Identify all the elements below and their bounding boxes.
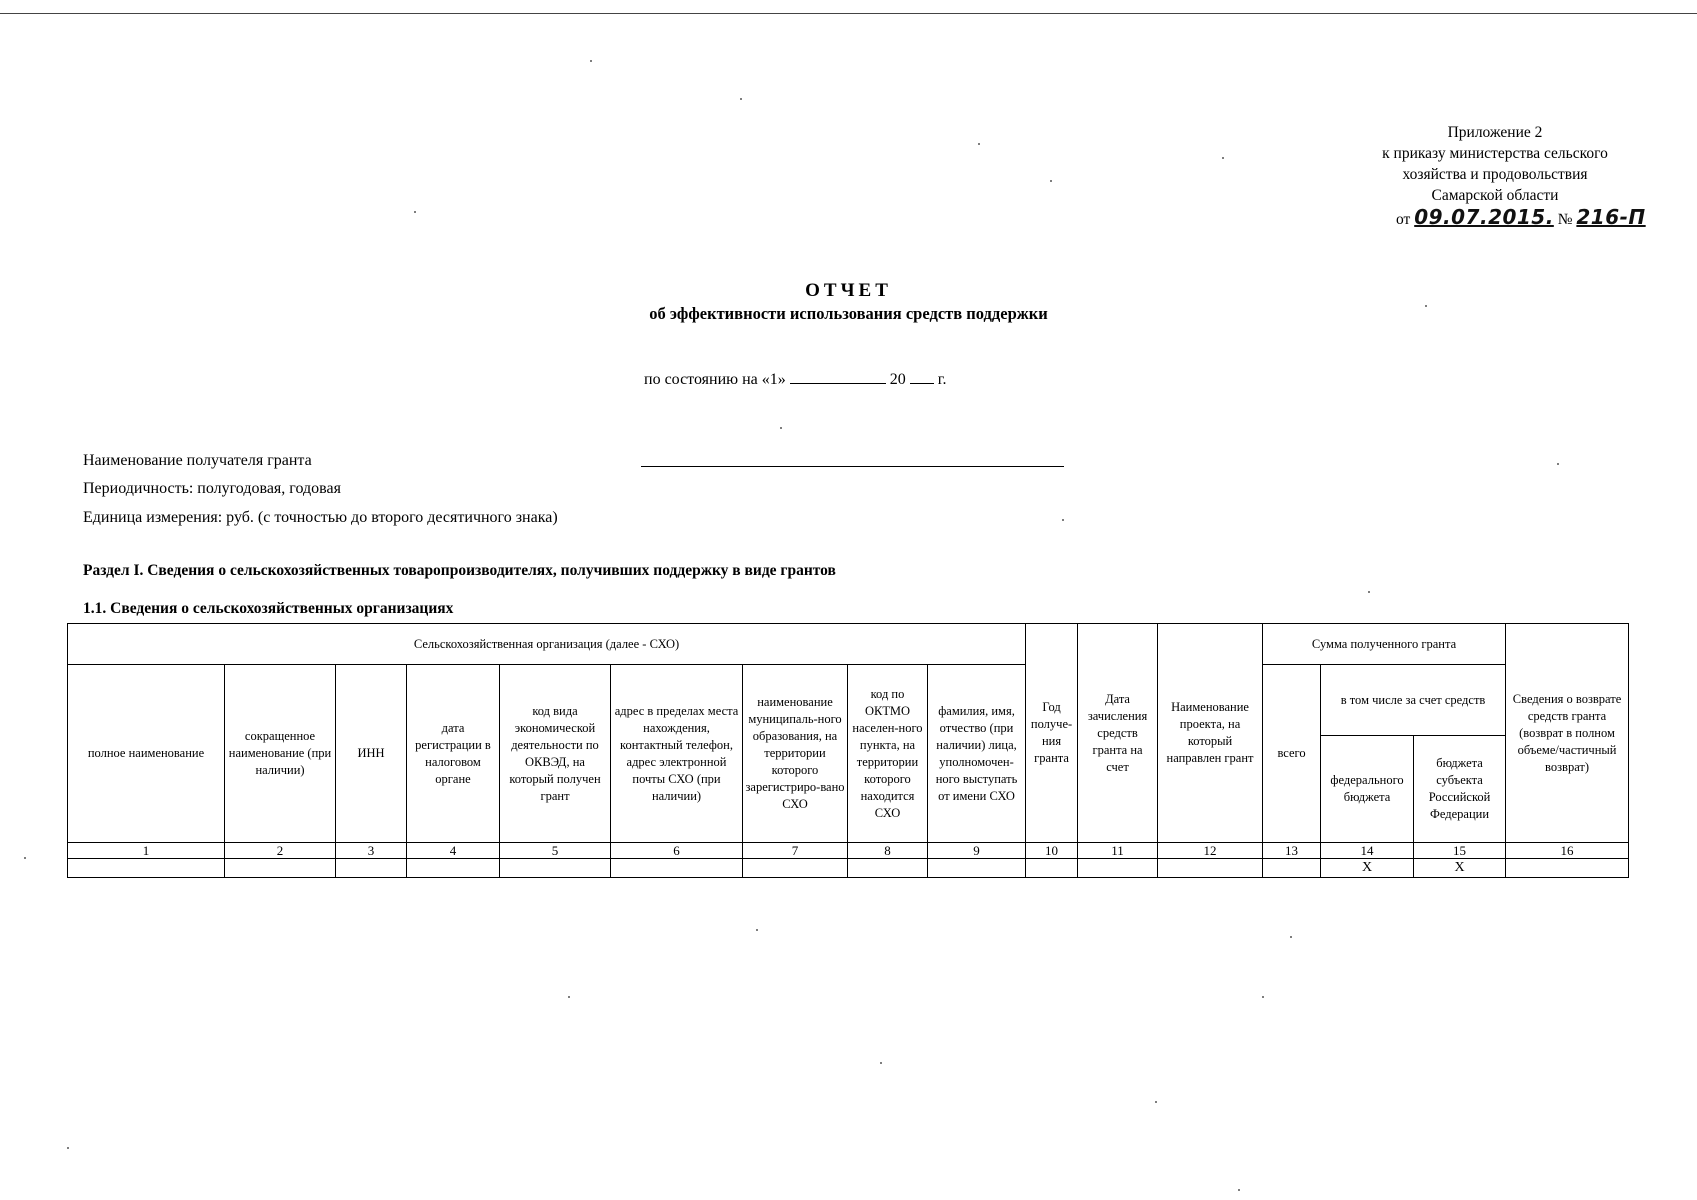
table-cell[interactable] bbox=[928, 859, 1026, 878]
column-number: 16 bbox=[1506, 843, 1629, 859]
header-col-10: Год получе-ния гранта bbox=[1026, 624, 1078, 843]
column-number: 10 bbox=[1026, 843, 1078, 859]
header-group-organization: Сельскохозяйственная организация (далее - СХО) bbox=[68, 624, 1026, 665]
column-number: 6 bbox=[611, 843, 743, 859]
scan-speck bbox=[1557, 463, 1559, 465]
scan-speck bbox=[1368, 591, 1370, 593]
table-cell[interactable] bbox=[500, 859, 611, 878]
scan-speck bbox=[1238, 1189, 1240, 1191]
table-cell[interactable] bbox=[1026, 859, 1078, 878]
as-of-date-line bbox=[644, 369, 947, 389]
header-col-13: всего bbox=[1263, 665, 1321, 843]
scan-speck bbox=[1290, 936, 1292, 938]
table-cell[interactable] bbox=[743, 859, 848, 878]
header-group-grant-sum: Сумма полученного гранта bbox=[1263, 624, 1506, 665]
scan-speck bbox=[978, 143, 980, 145]
column-number: 5 bbox=[500, 843, 611, 859]
header-col-3: ИНН bbox=[336, 665, 407, 843]
scan-speck bbox=[756, 929, 758, 931]
table-cell[interactable] bbox=[1263, 859, 1321, 878]
column-number: 2 bbox=[225, 843, 336, 859]
column-number: 11 bbox=[1078, 843, 1158, 859]
scan-speck bbox=[880, 1062, 882, 1064]
scan-speck bbox=[740, 98, 742, 100]
report-subtitle: об эффективности использования средств поддержки bbox=[649, 304, 1048, 323]
header-col-8: код по ОКТМО населен-ного пункта, на территории которого находится СХО bbox=[848, 665, 928, 843]
table-cell[interactable] bbox=[1506, 859, 1629, 878]
recipient-name-field[interactable] bbox=[641, 466, 1064, 467]
units-text: Единица измерения: руб. (с точностью до второго десятичного знака) bbox=[83, 509, 558, 526]
table-cell[interactable] bbox=[68, 859, 225, 878]
order-date-number-line bbox=[1396, 205, 1646, 229]
column-number: 14 bbox=[1321, 843, 1414, 859]
appendix-line-3: хозяйства и продовольствия bbox=[1402, 166, 1588, 183]
column-number: 7 bbox=[743, 843, 848, 859]
header-col-14: федерального бюджета bbox=[1321, 736, 1414, 843]
table-cell[interactable] bbox=[1078, 859, 1158, 878]
year-suffix: г. bbox=[937, 371, 947, 388]
header-col-7: наименование муниципаль-ного образования, на территории которого зарегистриро-вано СХО bbox=[743, 665, 848, 843]
header-col-15: бюджета субъекта Российской Федерации bbox=[1414, 736, 1506, 843]
scan-speck bbox=[67, 1147, 69, 1149]
table-cell[interactable] bbox=[1158, 859, 1263, 878]
scan-speck bbox=[1425, 305, 1427, 307]
organizations-table bbox=[67, 623, 1629, 878]
scan-speck bbox=[1155, 1101, 1157, 1103]
month-blank[interactable] bbox=[790, 369, 886, 384]
table-cell[interactable] bbox=[611, 859, 743, 878]
scan-speck bbox=[1262, 996, 1264, 998]
column-number: 9 bbox=[928, 843, 1026, 859]
scan-speck bbox=[780, 427, 782, 429]
header-col-6: адрес в пределах места нахождения, контактный телефон, адрес электронной почты СХО (при наличии) bbox=[611, 665, 743, 843]
year-blank[interactable] bbox=[910, 369, 934, 384]
table-cell[interactable] bbox=[225, 859, 336, 878]
table-cell[interactable] bbox=[407, 859, 500, 878]
header-col-2: сокращенное наименование (при наличии) bbox=[225, 665, 336, 843]
section-title: Раздел I. Сведения о сельскохозяйственных товаропроизводителях, получивших поддержку в виде грантов bbox=[83, 562, 836, 579]
appendix-line-1: Приложение 2 bbox=[1447, 124, 1543, 141]
column-number: 13 bbox=[1263, 843, 1321, 859]
recipient-label: Наименование получателя гранта bbox=[83, 452, 312, 469]
header-col-11: Дата зачисления средств гранта на счет bbox=[1078, 624, 1158, 843]
subsection-title: 1.1. Сведения о сельскохозяйственных организациях bbox=[83, 600, 454, 617]
header-col-9: фамилия, имя, отчество (при наличии) лица, уполномочен-ного выступать от имени СХО bbox=[928, 665, 1026, 843]
header-col-12: Наименование проекта, на который направлен грант bbox=[1158, 624, 1263, 843]
as-of-prefix: по состоянию на «1» bbox=[644, 371, 786, 388]
scan-speck bbox=[590, 60, 592, 62]
periodicity-text: Периодичность: полугодовая, годовая bbox=[83, 480, 341, 497]
order-date-handwritten: 09.07.2015. bbox=[1414, 205, 1554, 229]
header-col-1: полное наименование bbox=[68, 665, 225, 843]
table-cell[interactable] bbox=[336, 859, 407, 878]
table-cell[interactable] bbox=[848, 859, 928, 878]
year-prefix: 20 bbox=[889, 371, 906, 388]
column-number: 8 bbox=[848, 843, 928, 859]
scan-speck bbox=[568, 996, 570, 998]
order-from-prefix: от bbox=[1396, 211, 1411, 228]
column-number: 12 bbox=[1158, 843, 1263, 859]
header-col-5: код вида экономической деятельности по ОКВЭД, на который получен грант bbox=[500, 665, 611, 843]
scan-speck bbox=[1222, 157, 1224, 159]
order-number-handwritten: 216-П bbox=[1576, 205, 1646, 229]
order-number-sign: № bbox=[1557, 211, 1573, 228]
scan-speck bbox=[1062, 519, 1064, 521]
scan-speck bbox=[24, 857, 26, 859]
column-number: 4 bbox=[407, 843, 500, 859]
scan-speck bbox=[414, 211, 416, 213]
header-col-16: Сведения о возврате средств гранта (возврат в полном объеме/частичный возврат) bbox=[1506, 624, 1629, 843]
column-number: 15 bbox=[1414, 843, 1506, 859]
scan-speck bbox=[1050, 180, 1052, 182]
table-cell-x-mark: X bbox=[1321, 859, 1414, 878]
table-cell-x-mark: X bbox=[1414, 859, 1506, 878]
header-group-including: в том числе за счет средств bbox=[1321, 665, 1506, 736]
table-row bbox=[68, 859, 1629, 878]
appendix-block bbox=[1325, 122, 1665, 206]
column-number: 3 bbox=[336, 843, 407, 859]
column-numbers-row bbox=[68, 843, 1629, 859]
page-top-border bbox=[0, 13, 1697, 14]
appendix-line-4: Самарской области bbox=[1431, 187, 1559, 204]
appendix-line-2: к приказу министерства сельского bbox=[1382, 145, 1608, 162]
report-title: ОТЧЕТ bbox=[805, 280, 892, 301]
header-col-4: дата регистрации в налоговом органе bbox=[407, 665, 500, 843]
column-number: 1 bbox=[68, 843, 225, 859]
